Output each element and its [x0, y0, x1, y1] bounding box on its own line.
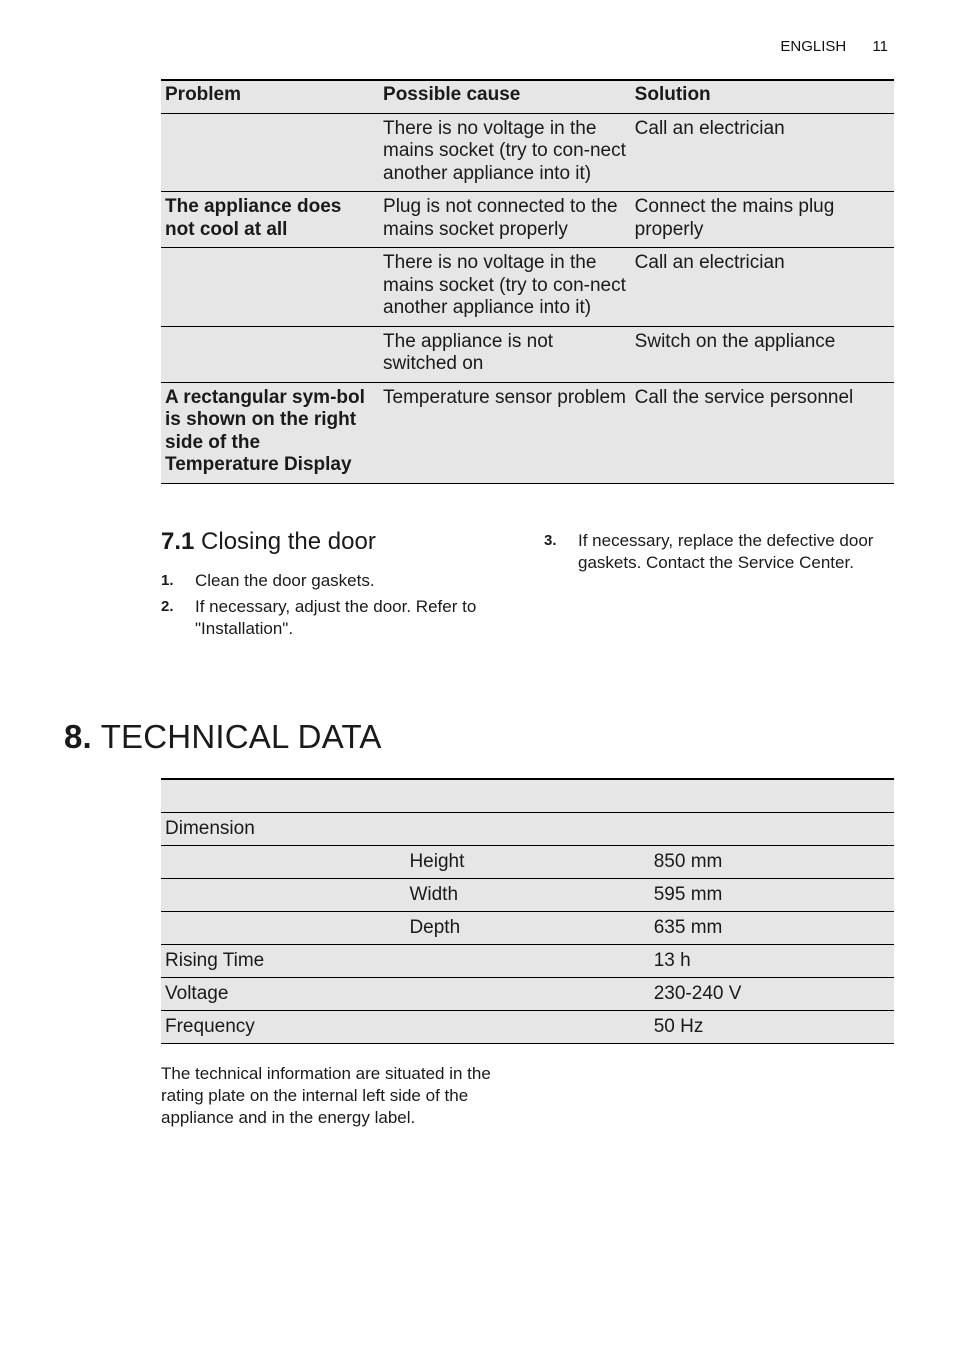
technical-data-table: [161, 778, 894, 1044]
step-list-continued: [544, 530, 884, 578]
page-header: [780, 38, 888, 55]
header-problem: Problem: [161, 80, 379, 113]
problem-cell: A rectangular sym-bol is shown on the right side of the Temperature Display: [161, 382, 379, 483]
table-row: [161, 813, 894, 846]
label-cell: Dimension: [161, 813, 405, 846]
problem-cell: [161, 326, 379, 382]
table-row: [161, 779, 894, 813]
table-row: [161, 326, 894, 382]
sublabel-cell: Height: [405, 846, 649, 879]
table-row: [161, 248, 894, 327]
step-number: 3.: [544, 532, 557, 549]
step-text: If necessary, adjust the door. Refer to "Installation".: [195, 597, 477, 638]
list-item: [161, 570, 506, 592]
cause-cell: The appliance is not switched on: [379, 326, 631, 382]
solution-cell: Call an electrician: [631, 113, 894, 192]
table-row: [161, 879, 894, 912]
label-cell: [161, 779, 405, 813]
value-cell: 13 h: [650, 945, 894, 978]
problem-cell: The appliance does not cool at all: [161, 192, 379, 248]
chapter-heading: [64, 718, 382, 756]
list-item: [161, 596, 506, 640]
header-solution: Solution: [631, 80, 894, 113]
value-cell: 50 Hz: [650, 1011, 894, 1044]
step-number: 2.: [161, 598, 174, 615]
label-cell: [161, 879, 405, 912]
chapter-number: 8.: [64, 718, 92, 755]
label-cell: Frequency: [161, 1011, 405, 1044]
page-number: 11: [872, 38, 888, 55]
solution-cell: Call an electrician: [631, 248, 894, 327]
table-row: [161, 978, 894, 1011]
table-row: [161, 192, 894, 248]
language-label: ENGLISH: [780, 38, 847, 55]
value-cell: 230-240 V: [650, 978, 894, 1011]
sublabel-cell: Depth: [405, 912, 649, 945]
sublabel-cell: [405, 813, 649, 846]
table-row: [161, 912, 894, 945]
sublabel-cell: [405, 779, 649, 813]
value-cell: [650, 813, 894, 846]
solution-cell: Connect the mains plug properly: [631, 192, 894, 248]
table-row: [161, 1011, 894, 1044]
cause-cell: There is no voltage in the mains socket (try to con-nect another appliance into it): [379, 113, 631, 192]
list-item: [544, 530, 884, 574]
cause-cell: Plug is not connected to the mains socket properly: [379, 192, 631, 248]
solution-cell: Switch on the appliance: [631, 326, 894, 382]
label-cell: [161, 846, 405, 879]
chapter-title: TECHNICAL DATA: [100, 718, 382, 755]
sublabel-cell: [405, 945, 649, 978]
step-text: If necessary, replace the defective door gaskets. Contact the Service Center.: [578, 531, 874, 572]
table-row: [161, 945, 894, 978]
value-cell: 635 mm: [650, 912, 894, 945]
sublabel-cell: [405, 1011, 649, 1044]
table-row: [161, 113, 894, 192]
sublabel-cell: Width: [405, 879, 649, 912]
section-number: 7.1: [161, 528, 195, 555]
table-header-row: [161, 80, 894, 113]
label-cell: Voltage: [161, 978, 405, 1011]
table-row: [161, 382, 894, 483]
section-heading: [161, 528, 506, 556]
table-row: [161, 846, 894, 879]
cause-cell: There is no voltage in the mains socket (try to con-nect another appliance into it): [379, 248, 631, 327]
value-cell: [650, 779, 894, 813]
header-possible-cause: Possible cause: [379, 80, 631, 113]
technical-note: The technical information are situated in the rating plate on the internal left side of the appliance and in the energy label.: [161, 1064, 491, 1127]
label-cell: Rising Time: [161, 945, 405, 978]
cause-cell: Temperature sensor problem: [379, 382, 631, 483]
problem-cell: [161, 248, 379, 327]
sublabel-cell: [405, 978, 649, 1011]
problem-cell: [161, 113, 379, 192]
value-cell: 850 mm: [650, 846, 894, 879]
troubleshooting-table: [161, 79, 894, 484]
label-cell: [161, 912, 405, 945]
step-list: [161, 570, 506, 640]
step-number: 1.: [161, 572, 174, 589]
section-title: Closing the door: [201, 528, 376, 555]
value-cell: 595 mm: [650, 879, 894, 912]
section-closing-the-door: [161, 528, 506, 644]
solution-cell: Call the service personnel: [631, 382, 894, 483]
step-text: Clean the door gaskets.: [195, 571, 375, 590]
